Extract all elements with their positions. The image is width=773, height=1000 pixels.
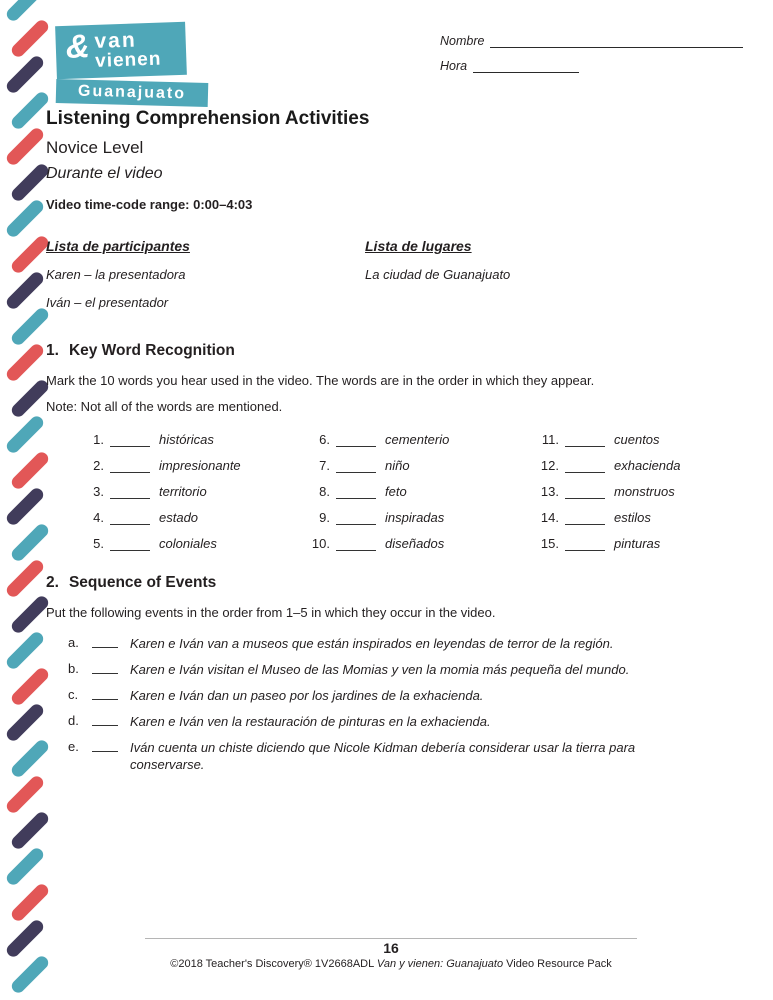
stripe-dash xyxy=(9,954,51,996)
activity2-title: Sequence of Events xyxy=(68,574,217,591)
activity1-note: Note: Not all of the words are mentioned. xyxy=(46,399,283,414)
word-item xyxy=(501,480,741,499)
stripe-dash xyxy=(9,738,51,780)
word-number: 8. xyxy=(319,484,330,499)
word-label: inspiradas xyxy=(385,510,445,525)
places-list xyxy=(365,238,510,310)
nombre-blank xyxy=(490,36,743,48)
word-item xyxy=(46,532,272,551)
answer-blank xyxy=(92,661,118,674)
word-label: históricas xyxy=(159,432,214,447)
stripe-dash xyxy=(4,486,46,528)
word-item xyxy=(46,454,272,473)
activity1-number: 1. xyxy=(46,342,59,359)
word-label: niño xyxy=(385,458,410,473)
word-label: estilos xyxy=(614,510,651,525)
logo-word-vienen: vienen xyxy=(94,48,162,72)
event-text: Iván cuenta un chiste diciendo que Nicole Kidman debería considerar usar la tierra para conservarse. xyxy=(130,740,636,772)
event-letter: b. xyxy=(68,661,79,676)
logo-top-block xyxy=(55,22,187,79)
stripe-dash xyxy=(4,558,46,600)
word-label: pinturas xyxy=(614,536,661,551)
answer-blank xyxy=(336,486,376,499)
answer-blank xyxy=(336,434,376,447)
word-number: 13. xyxy=(540,484,559,499)
word-number: 15. xyxy=(540,536,559,551)
stripe-dash xyxy=(4,630,46,672)
activity-key-word-recognition xyxy=(46,342,741,558)
event-letter: e. xyxy=(68,739,79,754)
stripe-dash xyxy=(4,846,46,888)
answer-blank xyxy=(110,434,150,447)
word-label: monstruos xyxy=(614,484,675,499)
hora-field xyxy=(440,59,743,73)
word-item xyxy=(46,480,272,499)
stripe-dash xyxy=(4,54,46,96)
logo-ampersand: & xyxy=(65,27,91,65)
word-label: exhacienda xyxy=(614,458,681,473)
answer-blank xyxy=(92,713,118,726)
answer-blank xyxy=(110,486,150,499)
answer-blank xyxy=(336,538,376,551)
event-item xyxy=(46,713,741,730)
logo-words xyxy=(94,29,162,73)
stripe-dash xyxy=(9,522,51,564)
stripe-dash xyxy=(9,306,51,348)
stripe-dash xyxy=(4,774,46,816)
answer-blank xyxy=(565,538,605,551)
participants-list xyxy=(46,238,365,310)
page-number: 16 xyxy=(383,940,399,956)
word-item xyxy=(272,480,501,499)
word-label: impresionante xyxy=(159,458,241,473)
stripe-dash xyxy=(9,810,51,852)
word-item xyxy=(272,506,501,525)
word-number: 14. xyxy=(540,510,559,525)
word-label: estado xyxy=(159,510,199,525)
answer-blank xyxy=(110,512,150,525)
word-label: cuentos xyxy=(614,432,660,447)
word-item xyxy=(501,428,741,447)
reference-lists xyxy=(46,238,510,310)
answer-blank xyxy=(336,460,376,473)
event-item xyxy=(46,687,741,704)
footer-divider xyxy=(145,938,637,939)
copyright-line xyxy=(46,958,736,970)
word-label: territorio xyxy=(159,484,207,499)
word-item xyxy=(501,506,741,525)
student-info-fields xyxy=(440,34,743,84)
page-title: Listening Comprehension Activities xyxy=(46,108,370,129)
word-label: cementerio xyxy=(385,432,450,447)
word-number: 2. xyxy=(93,458,104,473)
participants-heading: Lista de participantes xyxy=(46,238,190,254)
stripe-dash xyxy=(4,126,46,168)
word-number: 3. xyxy=(93,484,104,499)
participant-item: Karen – la presentadora xyxy=(46,267,186,282)
event-text: Karen e Iván visitan el Museo de las Momias y ven la momia más pequeña del mundo. xyxy=(130,662,630,677)
event-text: Karen e Iván dan un paseo por los jardines de la exhacienda. xyxy=(130,688,484,703)
logo-word-van: van xyxy=(94,28,138,53)
answer-blank xyxy=(565,460,605,473)
page-footer xyxy=(46,938,736,970)
events-list xyxy=(46,635,741,773)
stripe-dash xyxy=(9,18,51,60)
answer-blank xyxy=(565,486,605,499)
stripe-dash xyxy=(4,270,46,312)
stripe-dash xyxy=(9,594,51,636)
activity-sequence-of-events xyxy=(46,574,741,782)
event-letter: c. xyxy=(68,687,79,702)
copyright-prefix: ©2018 Teacher's Discovery® 1V2668ADL xyxy=(170,958,377,970)
word-number: 7. xyxy=(319,458,330,473)
answer-blank xyxy=(92,739,118,752)
activity1-heading xyxy=(46,342,741,360)
word-label: diseñados xyxy=(385,536,445,551)
hora-blank xyxy=(473,61,579,73)
answer-blank xyxy=(565,512,605,525)
word-number: 4. xyxy=(93,510,104,525)
nombre-field xyxy=(440,34,743,48)
stripe-dash xyxy=(9,666,51,708)
logo-word-guanajuato: Guanajuato xyxy=(56,79,209,107)
stripe-dash xyxy=(4,702,46,744)
word-item xyxy=(272,532,501,551)
activity2-number: 2. xyxy=(46,574,59,591)
stripe-dash xyxy=(9,450,51,492)
event-text: Karen e Iván van a museos que están inspirados en leyendas de terror de la región. xyxy=(130,636,614,651)
word-item xyxy=(46,428,272,447)
word-item xyxy=(46,506,272,525)
event-letter: a. xyxy=(68,635,79,650)
word-grid xyxy=(46,428,741,558)
answer-blank xyxy=(336,512,376,525)
answer-blank xyxy=(92,635,118,648)
answer-blank xyxy=(110,538,150,551)
nombre-label: Nombre xyxy=(440,34,485,48)
event-letter: d. xyxy=(68,713,79,728)
word-number: 6. xyxy=(319,432,330,447)
stripe-dash xyxy=(9,162,51,204)
stripe-dash xyxy=(4,342,46,384)
participant-item: Iván – el presentador xyxy=(46,295,169,310)
word-label: feto xyxy=(385,484,407,499)
stripe-dash xyxy=(9,882,51,924)
copyright-title: Van y vienen: Guanajuato xyxy=(376,958,504,970)
word-label: coloniales xyxy=(159,536,217,551)
word-item xyxy=(501,454,741,473)
answer-blank xyxy=(92,687,118,700)
event-item xyxy=(46,661,741,678)
word-number: 9. xyxy=(319,510,330,525)
stripe-dash xyxy=(9,378,51,420)
stripe-dash xyxy=(4,414,46,456)
event-item xyxy=(46,739,741,773)
answer-blank xyxy=(110,460,150,473)
activity2-instructions: Put the following events in the order from 1–5 in which they occur in the video. xyxy=(46,605,496,620)
activity1-title: Key Word Recognition xyxy=(68,342,235,359)
stripe-dash xyxy=(9,234,51,276)
activity2-heading xyxy=(46,574,741,592)
answer-blank xyxy=(565,434,605,447)
stripe-dash xyxy=(4,198,46,240)
word-number: 10. xyxy=(311,536,330,551)
timecode-range: Video time-code range: 0:00–4:03 xyxy=(46,197,253,212)
word-item xyxy=(272,428,501,447)
word-number: 12. xyxy=(540,458,559,473)
copyright-suffix: Video Resource Pack xyxy=(503,958,612,970)
word-item xyxy=(501,532,741,551)
level-label: Novice Level xyxy=(46,138,144,157)
activity1-instructions: Mark the 10 words you hear used in the video. The words are in the order in which they appear. xyxy=(46,373,595,388)
word-number: 11. xyxy=(541,432,559,447)
place-item: La ciudad de Guanajuato xyxy=(365,267,511,282)
event-text: Karen e Iván ven la restauración de pinturas en la exhacienda. xyxy=(130,714,491,729)
places-heading: Lista de lugares xyxy=(365,238,472,254)
word-item xyxy=(272,454,501,473)
van-y-vienen-logo xyxy=(56,24,216,105)
stripe-dash xyxy=(9,90,51,132)
event-item xyxy=(46,635,741,652)
subtitle-durante-el-video: Durante el video xyxy=(46,165,163,182)
title-block xyxy=(46,108,369,212)
word-number: 1. xyxy=(93,432,104,447)
word-number: 5. xyxy=(93,536,104,551)
hora-label: Hora xyxy=(440,59,468,73)
stripe-dash xyxy=(4,918,46,960)
